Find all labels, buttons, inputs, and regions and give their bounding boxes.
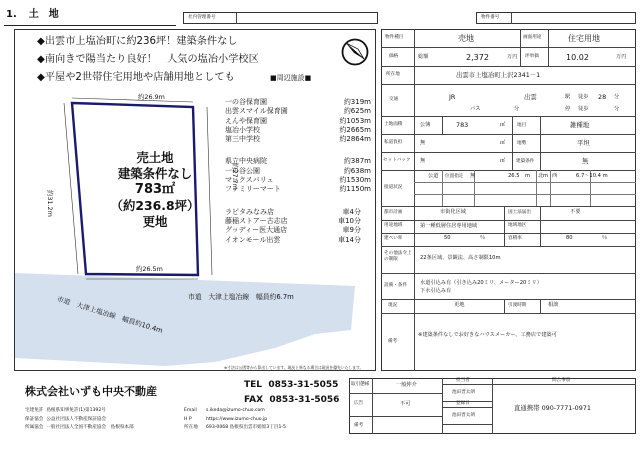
- facilities-list: [225, 98, 371, 245]
- headline-3: ◆平屋や2世帯住宅用地や店舗用地としても: [37, 72, 235, 83]
- area-value: 783: [456, 121, 469, 129]
- facility-row: 一の谷保育園 約319m: [225, 98, 371, 106]
- facilities-heading: ■周辺施設■: [270, 74, 312, 82]
- traffic-label: 交通: [389, 97, 399, 102]
- tsubo-label: 坪単価: [525, 54, 539, 59]
- internal-id-box: 社内管理番号: [183, 12, 378, 24]
- kind-label: 物件種目: [385, 35, 404, 40]
- price-unit: 万円: [507, 54, 518, 60]
- location-label: 所在地: [386, 72, 400, 77]
- facility-row: 塩冶小学校 約2665m: [225, 125, 371, 134]
- tsubo-unit: 万円: [616, 54, 627, 60]
- facility-row: グッディー医大通店 車9分: [225, 226, 361, 235]
- area-label: 土地面積: [384, 122, 403, 127]
- section-title: 1. 土 地: [6, 9, 59, 20]
- contact-phone: 直通携帯 090-7771-0971: [514, 404, 591, 412]
- facility-row: 藤稲ストアー古志店 車10分: [225, 216, 361, 225]
- facility-row: 一の谷公園 約638m: [225, 166, 371, 175]
- facility-row: 出雲スマイル保育園 約625m: [225, 107, 371, 116]
- facility-row: 県立中央病院 約387m: [225, 157, 371, 166]
- line-value: JR: [449, 93, 456, 101]
- header-underline: [4, 25, 176, 26]
- cond-value: 無: [582, 157, 589, 165]
- price-prefix: 総額: [418, 54, 429, 60]
- road-label-left: 市道 大津上塩冶線 幅員約10.4m: [55, 295, 164, 335]
- facility-row: イオンモール出雲 車14分: [225, 235, 361, 244]
- company-tel: TEL 0853-31-5055: [244, 380, 339, 390]
- headline-2: ◆南向きで陽当たり良好！ 人気の塩冶小学校区: [37, 54, 259, 65]
- lot-label: 売土地 建築条件なし 783㎡ （約236.8坪） 更地: [110, 150, 200, 230]
- facility-row: えんや保育園 約1053m: [225, 116, 371, 125]
- dim-bottom: 約26.5m: [136, 265, 163, 273]
- road-area: [15, 273, 355, 366]
- company-fax: FAX 0853-31-5056: [244, 395, 340, 405]
- company-details-left: 宅建免許 島根県知事免許(1)第1392号 保証協会 公益社団法人不動産保証協会 所属協会 一般社団法人全国不動産協会 島根県本部: [25, 408, 134, 431]
- property-no-box: 物件番号: [476, 12, 636, 24]
- terrain-value: 平坦: [577, 139, 590, 147]
- kind-value: 売地: [458, 34, 474, 43]
- map-note: ※寸法は公図等から算出しています。現況と異なる場合は現況を優先いたします。: [224, 365, 364, 370]
- facility-row: ファミリーマート 約1150m: [225, 185, 371, 194]
- dim-left: 約31.2m: [46, 190, 54, 217]
- location-value: 出雲市上塩冶町上沢2341－1: [456, 71, 541, 79]
- chimoku-value: 雑種地: [570, 121, 590, 129]
- dim-right: 約27.7m: [231, 163, 239, 190]
- station-value: 出雲: [524, 93, 537, 101]
- walk-value: 28: [598, 93, 607, 101]
- company-name: 株式会社いずも中央不動産: [25, 385, 157, 398]
- company-details-right: Email s.ikeda@izumo-chuo.com H P https://www.izumo-chuo.jp 所在地 693-0068 島根県出雲市姫原3丁目1-5: [184, 408, 286, 431]
- headline-1: ◆出雲市上塩冶町に約236坪！建築条件なし: [37, 36, 238, 47]
- road-label-right: 市道 大津上塩冶線 幅員約6.7m: [188, 293, 294, 301]
- facility-row: マックスバリュ 約1530m: [225, 176, 371, 185]
- facility-row: 第三中学校 約2864m: [225, 135, 371, 144]
- price-label: 価格: [389, 54, 399, 59]
- tsubo-value: 10.02: [566, 53, 589, 62]
- facility-row: ラピタみなみ店 車4分: [225, 207, 361, 216]
- price-value: 2,372: [466, 53, 489, 62]
- use-label: 画面用途: [523, 35, 542, 40]
- use-value: 住宅用地: [568, 34, 600, 43]
- dim-top: 約26.9m: [138, 93, 165, 101]
